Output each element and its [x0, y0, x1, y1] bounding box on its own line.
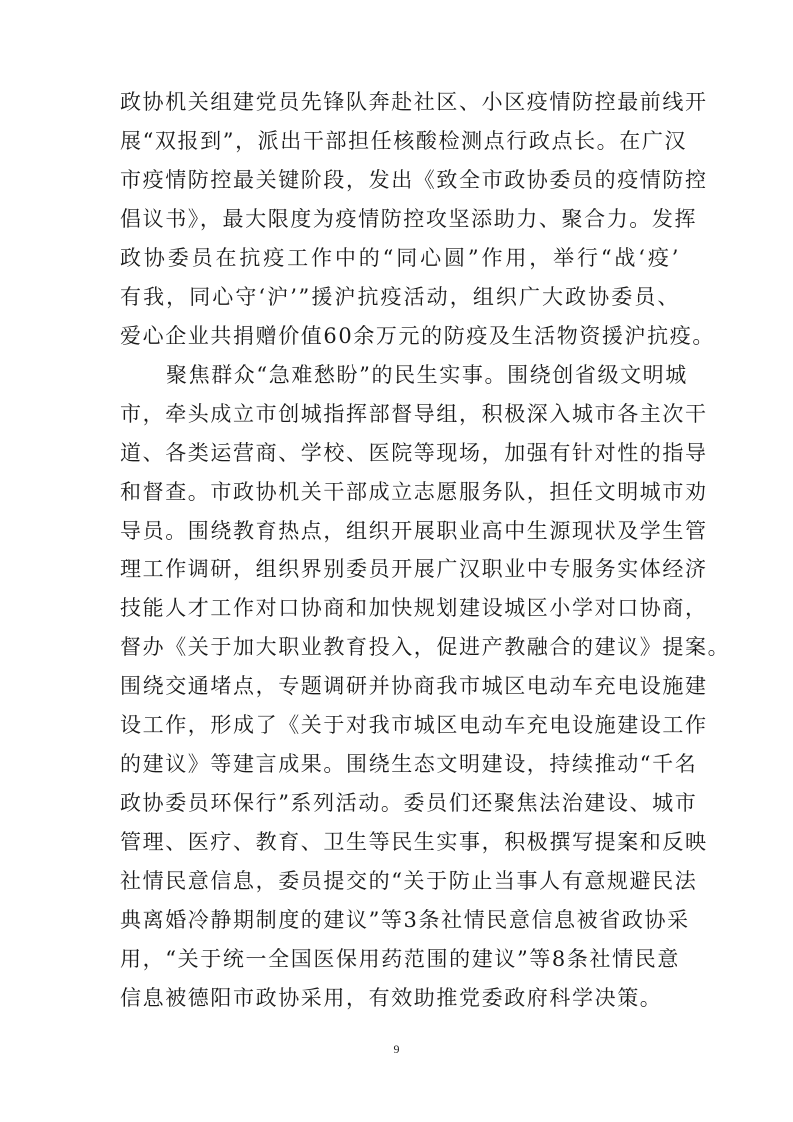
text-line: 社情民意信息，委员提交的“关于防止当事人有意规避民法: [120, 869, 698, 893]
text-line: 的建议》等建言成果。围绕生态文明建设，持续推动“千名: [120, 752, 698, 776]
text-line: 管理、医疗、教育、卫生等民生实事，积极撰写提案和反映: [120, 830, 708, 854]
text-line: 政协委员环保行”系列活动。委员们还聚焦法治建设、城市: [120, 791, 698, 815]
text-line: 倡议书》，最大限度为疫情防控攻坚添助力、聚合力。发挥: [120, 207, 698, 231]
text-line: 道、各类运营商、学校、医院等现场，加强有针对性的指导: [120, 441, 708, 465]
text-line: 展“双报到”，派出干部担任核酸检测点行政点长。在广汉: [120, 129, 688, 153]
text-line: 典离婚冷静期制度的建议”等3条社情民意信息被省政协采: [120, 908, 690, 932]
page-number: 9: [393, 1042, 400, 1056]
text-line: 用，“关于统一全国医保用药范围的建议”等8条社情民意: [120, 947, 680, 971]
text-line: 政协委员在抗疫工作中的“同心圆”作用，举行“战‘疫’: [120, 246, 680, 270]
text-line: 理工作调研，组织界别委员开展广汉职业中专服务实体经济: [120, 557, 708, 581]
text-line: 聚焦群众“急难愁盼”的民生实事。围绕创省级文明城: [166, 363, 688, 387]
text-line: 爱心企业共捐赠价值60余万元的防疫及生活物资援沪抗疫。: [120, 324, 715, 348]
text-line: 有我，同心守‘沪’”援沪抗疫活动，组织广大政协委员、: [120, 285, 680, 309]
text-line: 市疫情防控最关键阶段，发出《致全市政协委员的疫情防控: [120, 168, 708, 192]
text-line: 督办《关于加大职业教育投入，促进产教融合的建议》提案。: [120, 635, 731, 659]
text-line: 围绕交通堵点，专题调研并协商我市城区电动车充电设施建: [120, 674, 708, 698]
text-line: 市，牵头成立市创城指挥部督导组，积极深入城市各主次干: [120, 402, 708, 426]
text-line: 导员。围绕教育热点，组织开展职业高中生源现状及学生管: [120, 519, 708, 543]
text-line: 设工作，形成了《关于对我市城区电动车充电设施建设工作: [120, 713, 708, 737]
text-line: 技能人才工作对口协商和加快规划建设城区小学对口协商，: [120, 596, 708, 620]
text-line: 政协机关组建党员先锋队奔赴社区、小区疫情防控最前线开: [120, 90, 708, 114]
text-line: 和督查。市政协机关干部成立志愿服务队，担任文明城市劝: [120, 480, 708, 504]
text-line: 信息被德阳市政协采用，有效助推党委政府科学决策。: [120, 986, 663, 1010]
